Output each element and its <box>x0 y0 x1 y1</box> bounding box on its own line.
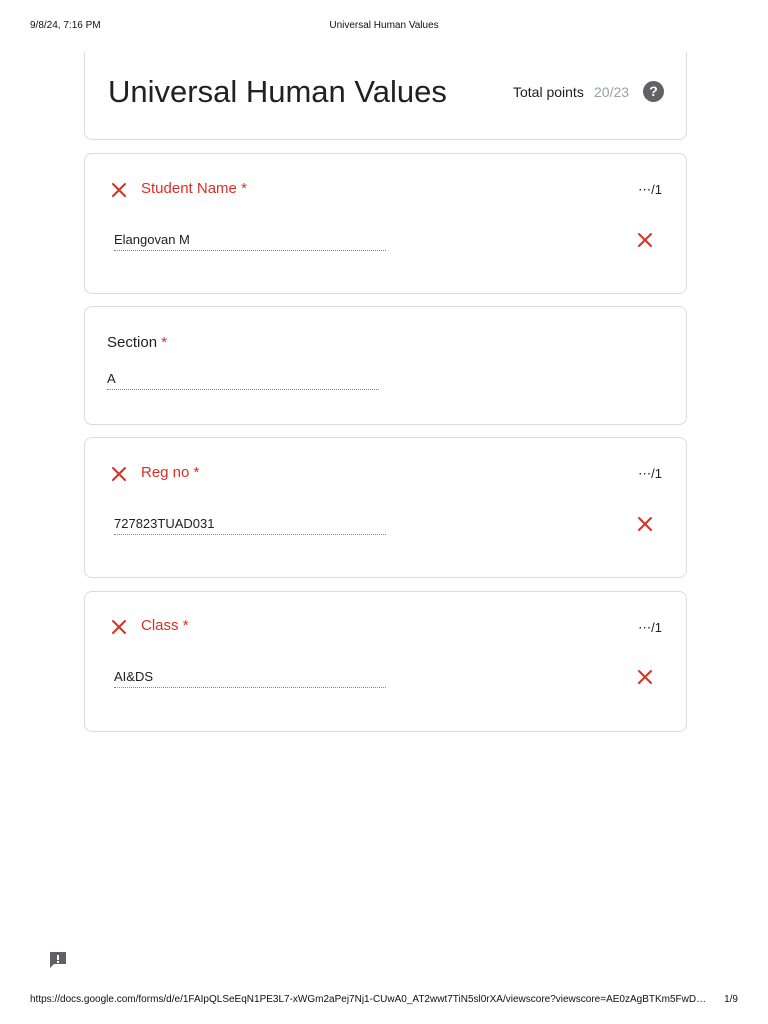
close-icon <box>637 669 653 685</box>
answer-text: AI&DS <box>114 669 386 688</box>
question-score: ⋯/1 <box>638 620 662 635</box>
print-datetime: 9/8/24, 7:16 PM <box>30 20 101 31</box>
close-icon <box>111 466 127 482</box>
question-label: Section * <box>107 334 168 351</box>
question-card-student-name <box>84 153 687 294</box>
answer-text: Elangovan M <box>114 232 386 251</box>
print-url: https://docs.google.com/forms/d/e/1FAIpQLSeEqN1PE3L7-xWGm2aPej7Nj1-CUwA0_AT2wwt7TiN5sl0rXA/viewscore?viewscore=AE0zAgBTKm5FwD… <box>30 994 707 1005</box>
question-card-section <box>84 306 687 425</box>
question-card-class <box>84 591 687 732</box>
total-points-label: Total points <box>513 84 584 100</box>
close-icon <box>111 619 127 635</box>
question-score: ⋯/1 <box>638 182 662 197</box>
close-icon <box>637 516 653 532</box>
help-circle-icon[interactable]: ? <box>643 81 664 102</box>
question-score: ⋯/1 <box>638 466 662 481</box>
close-icon <box>637 232 653 248</box>
print-title: Universal Human Values <box>329 20 439 31</box>
question-label: Reg no * <box>141 464 200 481</box>
form-title: Universal Human Values <box>108 74 447 109</box>
answer-text: A <box>107 371 379 390</box>
answer-text: 727823TUAD031 <box>114 516 386 535</box>
form-title-card <box>84 52 687 140</box>
print-header <box>0 20 768 34</box>
print-footer <box>0 994 768 1008</box>
question-card-reg-no <box>84 437 687 578</box>
question-label: Class * <box>141 617 189 634</box>
question-label: Student Name * <box>141 180 247 197</box>
print-page-number: 1/9 <box>724 994 738 1005</box>
report-feedback-icon[interactable] <box>48 950 68 970</box>
close-icon <box>111 182 127 198</box>
total-points-value: 20/23 <box>594 84 630 100</box>
